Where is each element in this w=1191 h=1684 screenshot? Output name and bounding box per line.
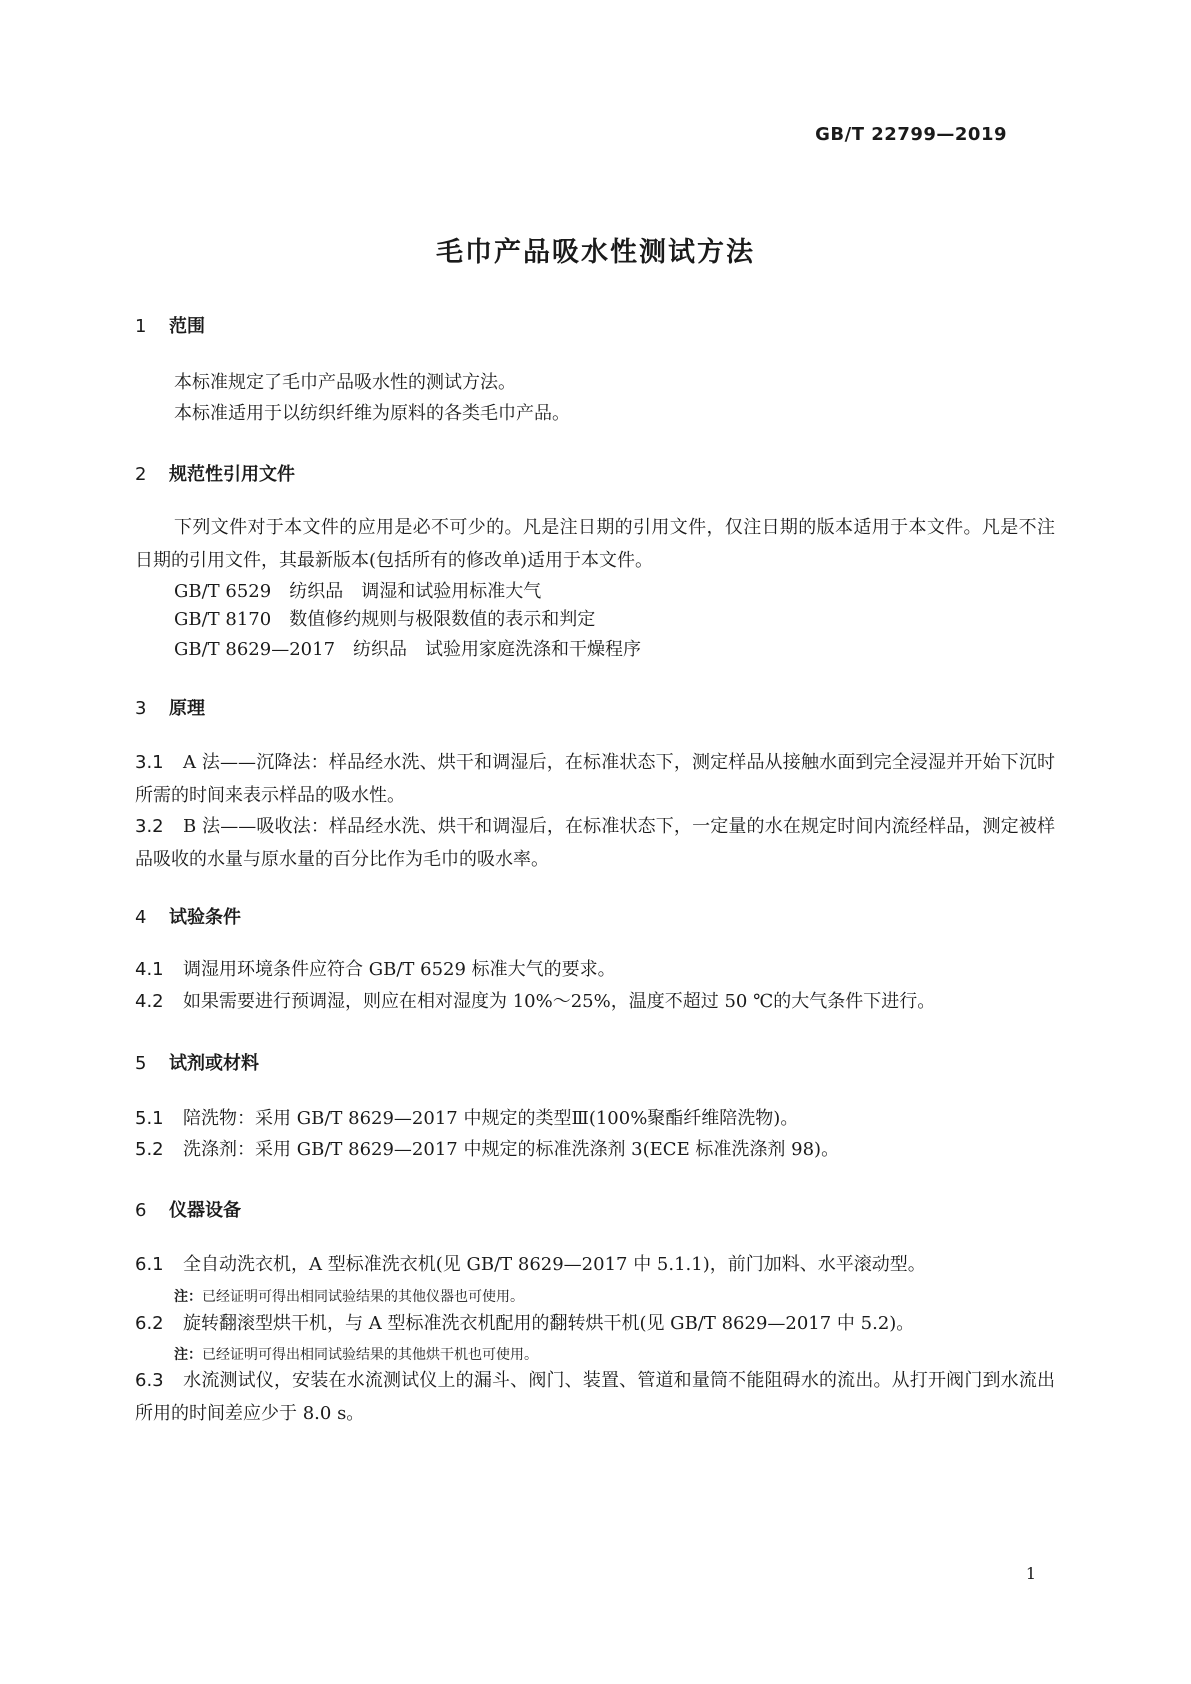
section-4-heading (135, 903, 241, 929)
clause-6-1 (135, 1248, 1055, 1281)
section-number: 6 (135, 1200, 147, 1221)
clause-number: 5.1 (135, 1108, 164, 1129)
section-6-heading (135, 1196, 241, 1222)
note-text: 已经证明可得出相同试验结果的其他烘干机也可使用。 (202, 1347, 538, 1363)
clause-text: 调湿用环境条件应符合 GB/T 6529 标准大气的要求。 (183, 959, 616, 980)
clause-text: 水流测试仪，安装在水流测试仪上的漏斗、阀门、装置、管道和量筒不能阻碍水的流出。从打开阀门到水流出所用的时间差应少于 8.0 s。 (135, 1370, 1055, 1424)
section-title: 规范性引用文件 (169, 464, 295, 485)
clause-3-1 (135, 746, 1055, 812)
clause-5-2 (135, 1133, 1055, 1166)
reference-item: GB/T 8629—2017 纺织品 试验用家庭洗涤和干燥程序 (174, 639, 642, 660)
clause-6-2 (135, 1307, 1055, 1340)
clause-text: 洗涤剂：采用 GB/T 8629—2017 中规定的标准洗涤剂 3(ECE 标准洗涤剂 98)。 (183, 1139, 840, 1160)
clause-number: 3.1 (135, 752, 164, 773)
note-label: 注： (174, 1347, 202, 1363)
clause-number: 3.2 (135, 816, 164, 837)
clause-text: 如果需要进行预调湿，则应在相对湿度为 10%～25%，温度不超过 50 ℃的大气条件下进行。 (183, 991, 936, 1012)
note-label: 注： (174, 1289, 202, 1305)
reference-item: GB/T 8170 数值修约规则与极限数值的表示和判定 (174, 609, 596, 630)
references-intro: 下列文件对于本文件的应用是必不可少的。凡是注日期的引用文件，仅注日期的版本适用于本文件。凡是不注日期的引用文件，其最新版本(包括所有的修改单)适用于本文件。 (135, 517, 1055, 571)
clause-text: B 法——吸收法：样品经水洗、烘干和调湿后，在标准状态下，一定量的水在规定时间内流经样品，测定被样品吸收的水量与原水量的百分比作为毛巾的吸水率。 (135, 816, 1055, 870)
clause-text: A 法——沉降法：样品经水洗、烘干和调湿后，在标准状态下，测定样品从接触水面到完全浸湿并开始下沉时所需的时间来表示样品的吸水性。 (135, 752, 1055, 806)
clause-4-1 (135, 953, 1055, 986)
clause-number: 6.1 (135, 1254, 164, 1275)
section-number: 4 (135, 907, 147, 928)
clause-number: 6.3 (135, 1370, 164, 1391)
clause-text: 旋转翻滚型烘干机，与 A 型标准洗衣机配用的翻转烘干机(见 GB/T 8629—2017 中 5.2)。 (183, 1313, 915, 1334)
reference-item: GB/T 6529 纺织品 调湿和试验用标准大气 (174, 581, 542, 602)
page-number: 1 (1025, 1564, 1036, 1583)
section-2-heading (135, 460, 295, 486)
document-title: 毛巾产品吸水性测试方法 (436, 237, 755, 268)
section-1-heading (135, 312, 205, 338)
clause-text: 全自动洗衣机，A 型标准洗衣机(见 GB/T 8629—2017 中 5.1.1)，前门加料、水平滚动型。 (183, 1254, 926, 1275)
section-title: 试剂或材料 (169, 1053, 259, 1074)
section-number: 3 (135, 698, 147, 719)
clause-number: 5.2 (135, 1139, 164, 1160)
section-title: 原理 (169, 698, 205, 719)
section-3-heading (135, 694, 205, 720)
section-title: 范围 (169, 316, 205, 337)
note-text: 已经证明可得出相同试验结果的其他仪器也可使用。 (202, 1289, 524, 1305)
clause-text: 陪洗物：采用 GB/T 8629—2017 中规定的类型Ⅲ(100%聚酯纤维陪洗物)。 (183, 1108, 799, 1129)
clause-number: 6.2 (135, 1313, 164, 1334)
note-6-2 (174, 1344, 538, 1364)
clause-number: 4.2 (135, 991, 164, 1012)
section-number: 2 (135, 464, 147, 485)
section-title: 试验条件 (169, 907, 241, 928)
clause-5-1 (135, 1102, 1055, 1135)
clause-number: 4.1 (135, 959, 164, 980)
note-6-1 (174, 1286, 524, 1306)
clause-4-2 (135, 985, 1055, 1018)
clause-6-3 (135, 1364, 1055, 1430)
scope-paragraph-2: 本标准适用于以纺织纤维为原料的各类毛巾产品。 (174, 403, 570, 424)
section-5-heading (135, 1049, 259, 1075)
section-title: 仪器设备 (169, 1200, 241, 1221)
standard-code: GB/T 22799—2019 (815, 124, 1007, 145)
section-number: 5 (135, 1053, 147, 1074)
clause-3-2 (135, 810, 1055, 876)
scope-paragraph-1: 本标准规定了毛巾产品吸水性的测试方法。 (174, 372, 516, 393)
section-number: 1 (135, 316, 147, 337)
